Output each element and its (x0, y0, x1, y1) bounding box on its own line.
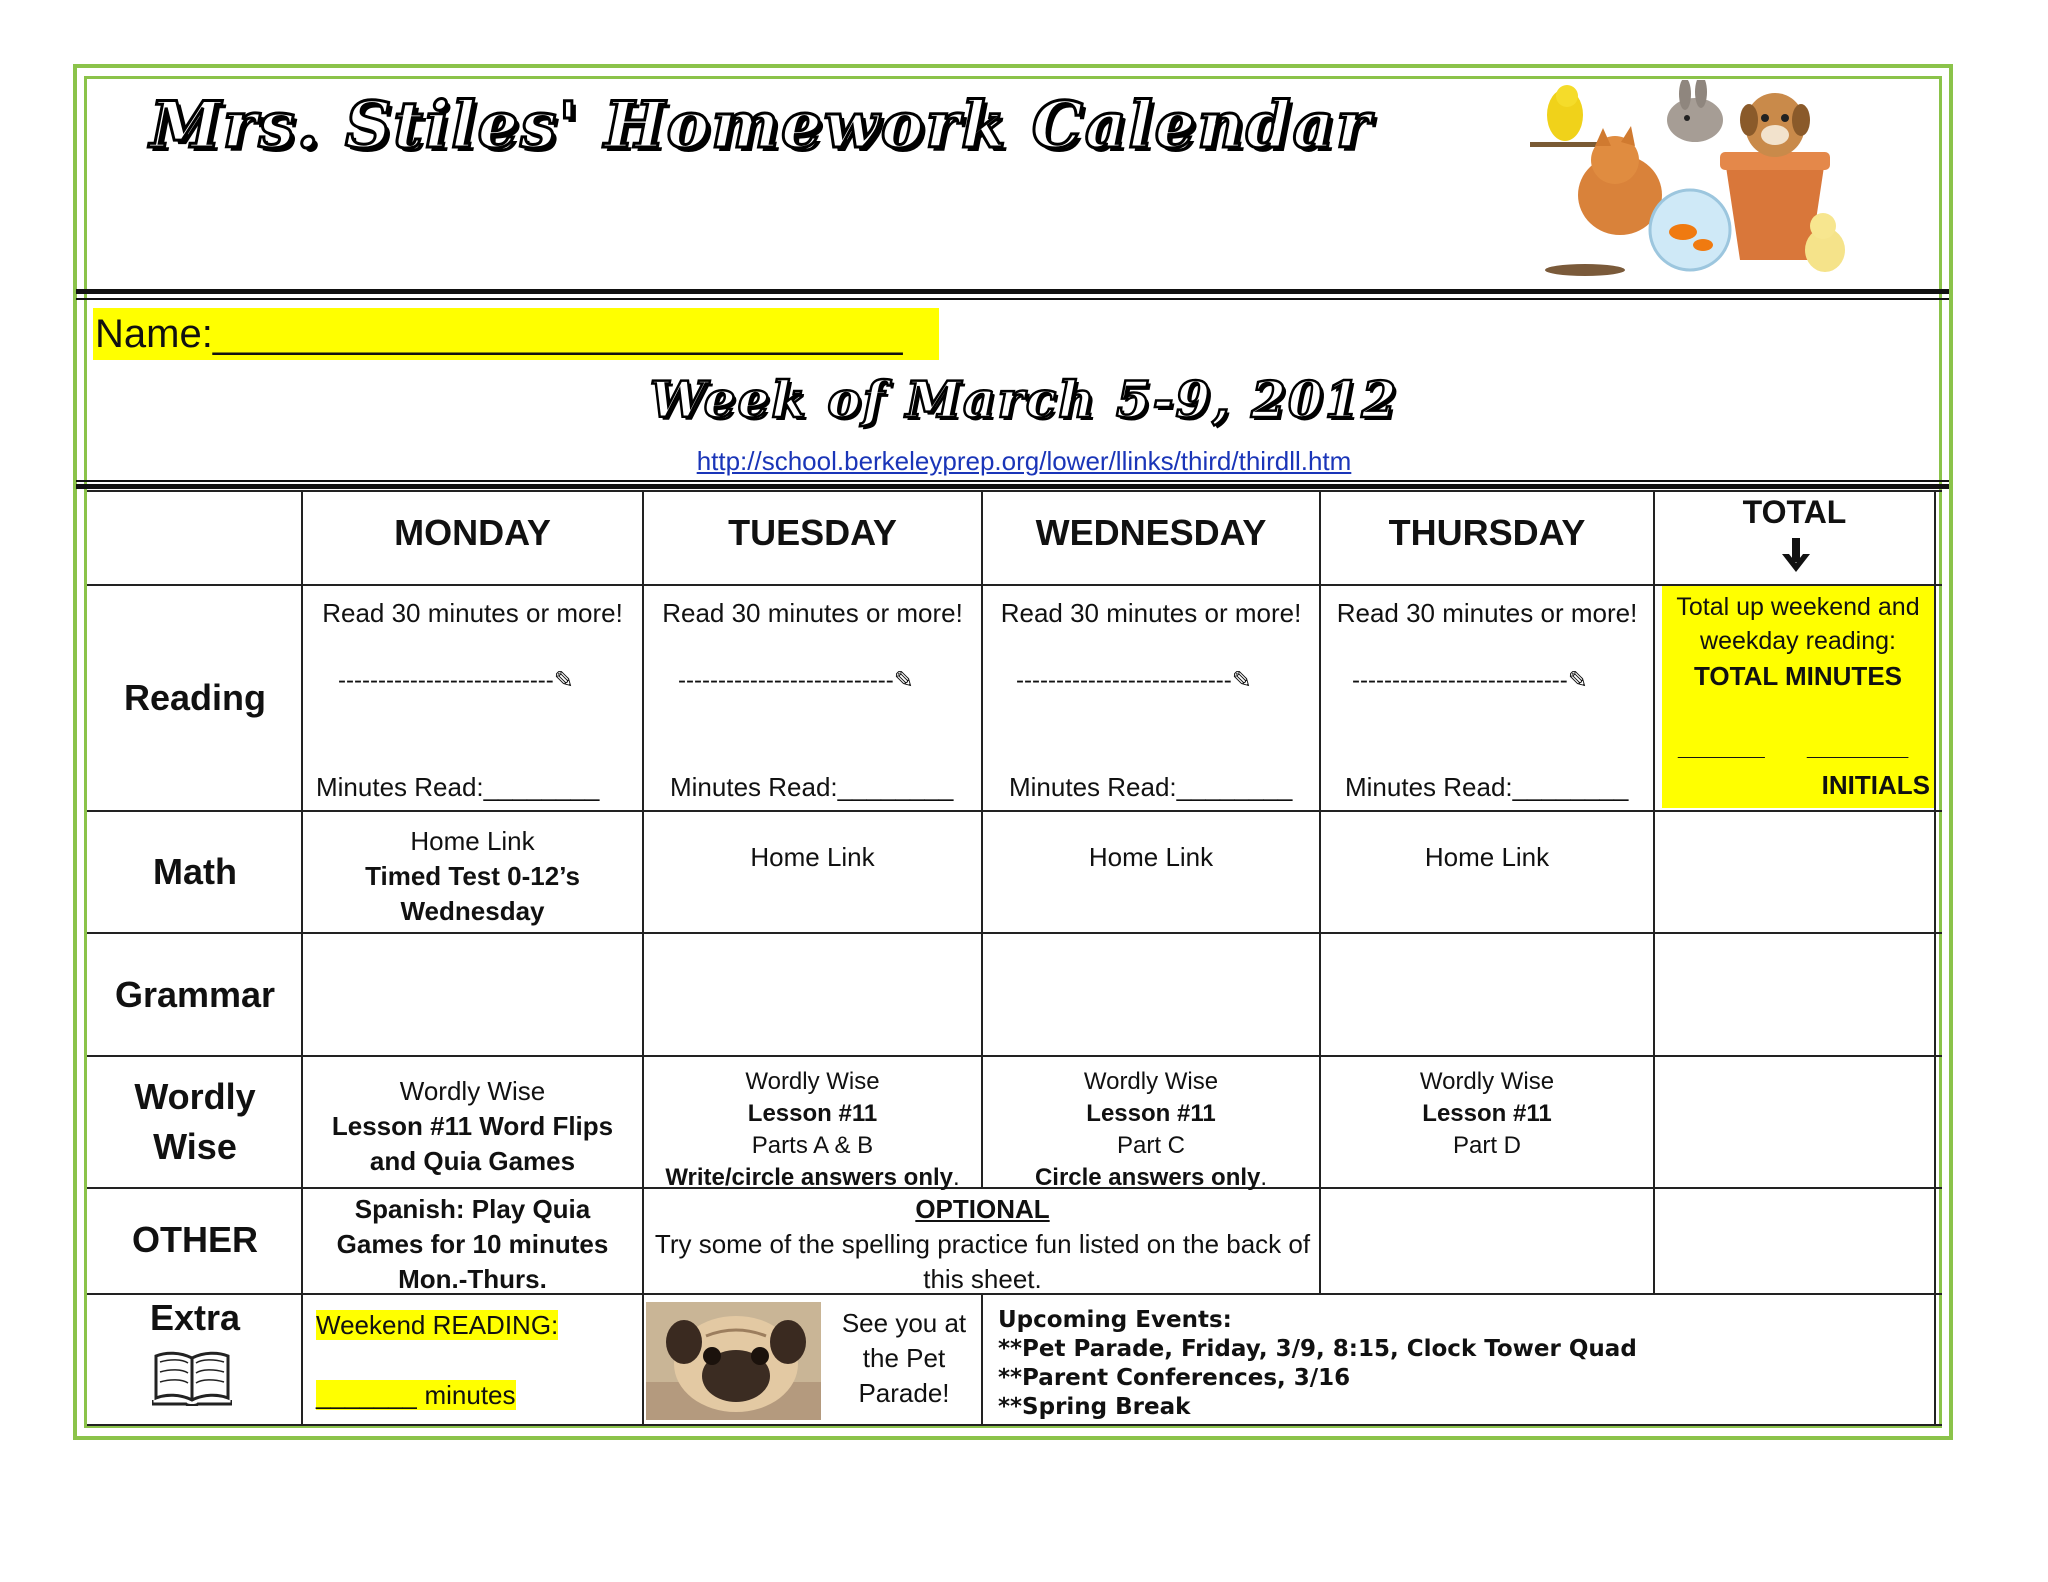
wordly-thursday-part: Part D (1452, 1132, 1521, 1159)
wordly-thursday-title: Wordly Wise (1419, 1068, 1555, 1095)
weekend-minutes-label: minutes (417, 1380, 516, 1410)
reading-total-text: Total up weekend and weekday reading: (1676, 593, 1920, 655)
reading-prompt-wednesday: Read 30 minutes or more! (1000, 598, 1302, 628)
events-title: Upcoming Events: (998, 1307, 1232, 1333)
wordly-wednesday-part: Part C (1116, 1132, 1185, 1159)
header-rule-thin (76, 298, 1949, 300)
class-link[interactable]: http://school.berkeleyprep.org/lower/llinks/third/thirdll.htm (696, 446, 1352, 476)
reading-signature-thursday[interactable] (1352, 666, 1592, 695)
grid-line (87, 490, 1942, 492)
wordly-wednesday-lesson: Lesson #11 (1086, 1100, 1216, 1127)
math-wednesday: Home Link (1088, 842, 1214, 872)
wordly-tuesday (644, 1066, 981, 1194)
wordly-tuesday-note: Write/circle answers only (665, 1164, 953, 1191)
reading-total-box[interactable] (1662, 586, 1934, 808)
reading-signature-monday[interactable] (338, 666, 578, 695)
reading-prompt-thursday: Read 30 minutes or more! (1336, 598, 1638, 628)
math-thursday: Home Link (1424, 842, 1550, 872)
section-rule-thick (76, 484, 1949, 489)
minutes-read-thursday[interactable]: Minutes Read:________ (1345, 772, 1629, 802)
week-heading: Week of March 5-9, 2012 (649, 370, 1399, 429)
wordly-tuesday-parts: Parts A & B (751, 1132, 874, 1159)
header-wednesday: WEDNESDAY (1035, 512, 1267, 553)
header-total: TOTAL (1742, 494, 1847, 530)
upcoming-events (998, 1306, 1928, 1422)
header-monday: MONDAY (394, 512, 551, 553)
wordly-monday (303, 1074, 642, 1179)
wordly-monday-games: and Quia Games (369, 1146, 576, 1176)
total-minutes-blank: ______ (1678, 731, 1765, 761)
wordly-wednesday (983, 1066, 1319, 1194)
weekend-minutes-blank: _______ (316, 1380, 418, 1410)
section-rule (76, 480, 1949, 482)
wordly-wednesday-period: . (1260, 1164, 1268, 1191)
row-label-reading: Reading (123, 677, 266, 718)
grid-line (642, 490, 644, 1426)
other-optional (650, 1192, 1315, 1297)
grid-line (87, 1424, 1942, 1426)
row-label-grammar: Grammar (114, 974, 276, 1015)
initials-label: INITIALS (1821, 770, 1930, 800)
event-item: **Parent Conferences, 3/16 (998, 1365, 1351, 1391)
signature-dashes: --------------------------- (338, 667, 554, 694)
book-icon (152, 1350, 232, 1406)
page-title: Mrs. Stiles' Homework Calendar (150, 88, 1372, 163)
signature-dashes: --------------------------- (1016, 667, 1232, 694)
header-rule (76, 289, 1949, 294)
header-tuesday: TUESDAY (728, 512, 897, 553)
pug-photo (646, 1302, 821, 1420)
weekend-reading-label: Weekend READING: (316, 1310, 559, 1340)
signature-dashes: --------------------------- (1352, 667, 1568, 694)
math-monday (303, 824, 642, 929)
grid-line (1653, 490, 1655, 1295)
wordly-wednesday-title: Wordly Wise (1083, 1068, 1219, 1095)
signature-dashes: --------------------------- (678, 667, 894, 694)
event-item: **Pet Parade, Friday, 3/9, 8:15, Clock Tower Quad (998, 1336, 1637, 1362)
arrow-down-icon (1781, 538, 1811, 574)
wordly-tuesday-period: . (953, 1164, 960, 1191)
optional-title: OPTIONAL (915, 1194, 1050, 1224)
wordly-tuesday-lesson: Lesson #11 (747, 1100, 878, 1127)
initials-blank: _______ (1807, 731, 1909, 761)
wordly-tuesday-title: Wordly Wise (745, 1068, 880, 1095)
grid-line (87, 932, 1942, 934)
wordly-thursday (1321, 1066, 1653, 1162)
reading-signature-tuesday[interactable] (678, 666, 918, 695)
row-label-extra: Extra (149, 1297, 241, 1338)
row-label-math: Math (153, 851, 237, 892)
wordly-wednesday-note: Circle answers only (1034, 1164, 1261, 1191)
weekend-minutes-field[interactable] (316, 1380, 516, 1411)
reading-prompt-tuesday: Read 30 minutes or more! (662, 598, 963, 628)
pencil-icon: ✎ (893, 667, 914, 694)
minutes-read-monday[interactable]: Minutes Read:________ (316, 772, 600, 802)
pencil-icon: ✎ (553, 667, 574, 694)
math-monday-day: Wednesday (400, 896, 545, 926)
optional-text: Try some of the spelling practice fun listed on the back of this sheet. (654, 1229, 1311, 1294)
header-thursday: THURSDAY (1388, 512, 1586, 553)
reading-prompt-monday: Read 30 minutes or more! (322, 598, 623, 628)
other-monday: Spanish: Play Quia Games for 10 minutes Mon.-Thurs. (336, 1194, 609, 1294)
name-field[interactable] (93, 308, 939, 360)
grid-line (87, 810, 1942, 812)
pencil-icon: ✎ (1231, 667, 1252, 694)
wordly-monday-title: Wordly Wise (399, 1076, 546, 1106)
row-label-other: OTHER (132, 1219, 258, 1260)
minutes-read-tuesday[interactable]: Minutes Read:________ (670, 772, 954, 802)
row-label-wordly-wise: Wordly Wise (134, 1076, 256, 1167)
grid-line (87, 1055, 1942, 1057)
wordly-monday-lesson: Lesson #11 Word Flips (331, 1111, 614, 1141)
event-item: **Spring Break (998, 1394, 1191, 1420)
math-monday-home-link: Home Link (410, 826, 535, 856)
reading-signature-wednesday[interactable] (1016, 666, 1256, 695)
name-label: Name: (95, 312, 213, 356)
minutes-read-wednesday[interactable]: Minutes Read:________ (1009, 772, 1293, 802)
wordly-thursday-lesson: Lesson #11 (1422, 1100, 1552, 1127)
reading-total-minutes: TOTAL MINUTES (1694, 661, 1902, 691)
grid-line (301, 490, 303, 1426)
math-tuesday: Home Link (750, 842, 875, 872)
pet-parade-note: See you at the Pet Parade! (841, 1308, 967, 1408)
math-monday-timed-test: Timed Test 0-12’s (365, 861, 580, 891)
pencil-icon: ✎ (1567, 667, 1588, 694)
grid-line (1934, 490, 1936, 1426)
pets-illustration (1525, 80, 1855, 290)
name-blank: _______________________________ (212, 312, 903, 356)
